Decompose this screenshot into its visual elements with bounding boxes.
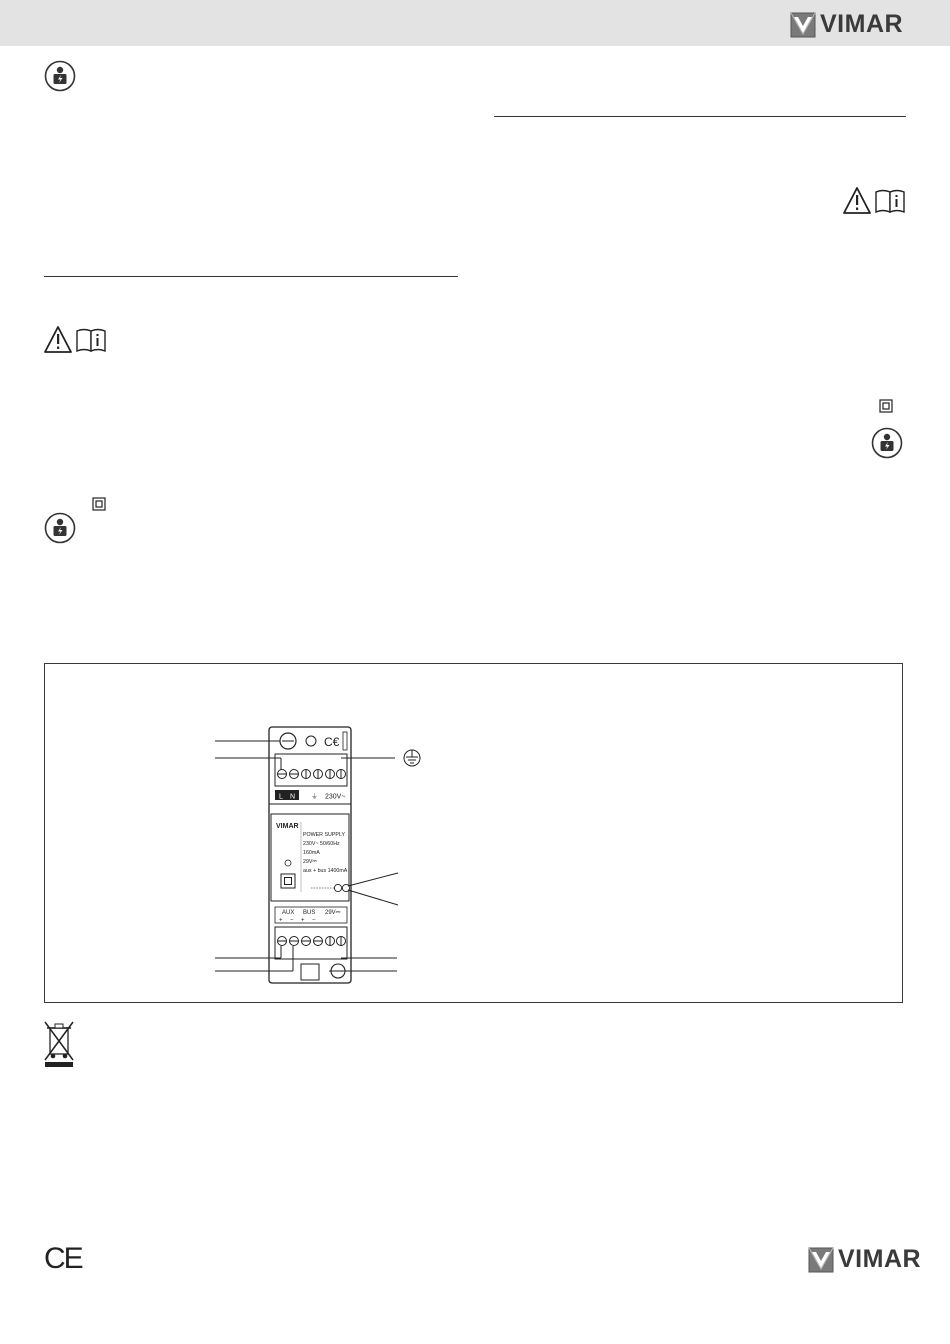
svg-text:C€: C€ <box>324 735 340 749</box>
device-brand: VIMAR <box>276 823 299 830</box>
terminal-l-label: L <box>279 793 283 801</box>
double-insulation-icon <box>879 399 893 413</box>
device-input-current: 160mA <box>303 850 320 856</box>
device-model: POWER SUPPLY <box>303 832 345 838</box>
brand-name: VIMAR <box>820 10 904 38</box>
aux-label: AUX <box>282 910 295 916</box>
double-insulation-icon <box>92 497 106 511</box>
device-input: 230V~ 50/60Hz <box>303 841 340 847</box>
warning-manual-icons-left <box>44 325 108 355</box>
manual-icon <box>876 191 904 213</box>
ground-icon <box>404 750 420 766</box>
bus-label: BUS <box>303 910 316 916</box>
installer-icon <box>44 512 76 544</box>
weee-bin-icon <box>44 1020 74 1068</box>
ground-symbol: ⏚ <box>311 793 318 801</box>
device-output-voltage: 29V⎓ <box>303 859 317 865</box>
vimar-logo-icon <box>790 12 816 38</box>
output-voltage-label: 29V⎓ <box>325 910 341 916</box>
vimar-logo-icon <box>808 1247 834 1273</box>
terminal-n-label: N <box>290 793 296 801</box>
warning-manual-icons-right <box>843 186 907 216</box>
section-divider-right <box>494 116 906 117</box>
warning-icon <box>45 327 71 352</box>
bottom-terminal-block <box>275 927 347 959</box>
polarity-label: + <box>279 917 283 924</box>
wiring-figure-frame <box>44 663 903 1003</box>
installer-icon <box>44 60 76 92</box>
polarity-label: − <box>312 917 316 924</box>
brand-logo-top <box>790 10 903 39</box>
polarity-label: + <box>301 917 305 924</box>
top-terminal-block <box>275 754 347 786</box>
mains-rating: 230V~ <box>325 793 346 801</box>
installer-icon <box>871 427 903 459</box>
brand-logo-bottom <box>808 1245 921 1274</box>
ce-mark-icon: CE <box>44 1242 82 1275</box>
warning-icon <box>844 188 870 213</box>
device-output-current: aux + bus 1400mA <box>303 868 348 874</box>
section-divider-left <box>44 276 458 277</box>
device-diagram <box>45 664 904 1004</box>
brand-name: VIMAR <box>838 1245 922 1273</box>
polarity-label: − <box>290 917 294 924</box>
manual-icon <box>77 330 105 352</box>
